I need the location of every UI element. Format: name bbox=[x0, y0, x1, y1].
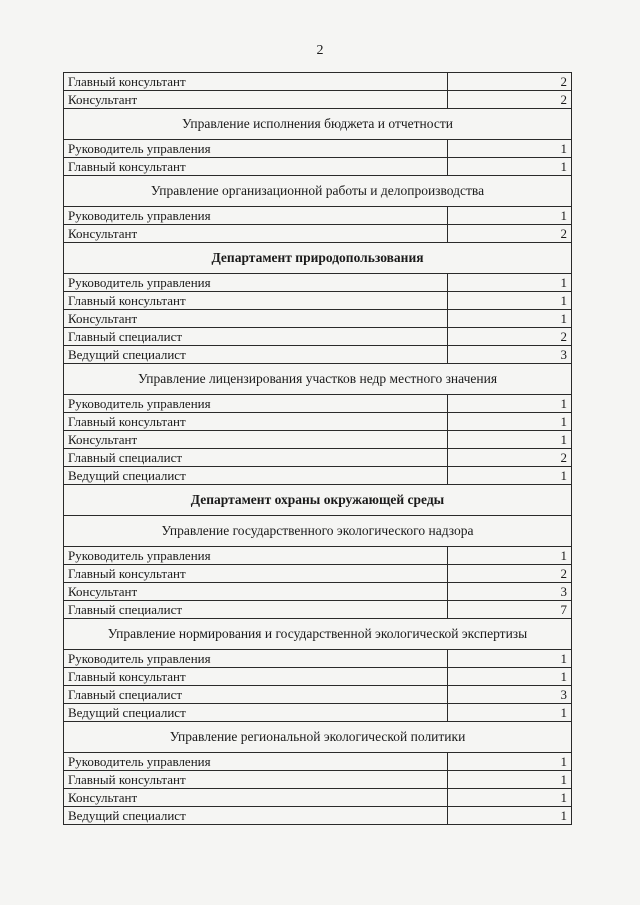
count-cell: 1 bbox=[448, 789, 572, 807]
position-cell: Главный специалист bbox=[64, 601, 448, 619]
position-cell: Главный консультант bbox=[64, 73, 448, 91]
position-cell: Руководитель управления bbox=[64, 207, 448, 225]
division-title: Управление исполнения бюджета и отчетности bbox=[64, 109, 572, 140]
division-header-row bbox=[64, 364, 572, 395]
count-cell: 1 bbox=[448, 467, 572, 485]
table-row bbox=[64, 274, 572, 292]
table-row bbox=[64, 601, 572, 619]
position-cell: Консультант bbox=[64, 431, 448, 449]
count-cell: 1 bbox=[448, 807, 572, 825]
division-title: Управление нормирования и государственной экологической экспертизы bbox=[64, 619, 572, 650]
position-cell: Консультант bbox=[64, 91, 448, 109]
count-cell: 1 bbox=[448, 753, 572, 771]
count-cell: 1 bbox=[448, 310, 572, 328]
position-cell: Главный специалист bbox=[64, 686, 448, 704]
table-row bbox=[64, 346, 572, 364]
table-row bbox=[64, 668, 572, 686]
position-cell: Руководитель управления bbox=[64, 650, 448, 668]
position-cell: Ведущий специалист bbox=[64, 704, 448, 722]
table-row bbox=[64, 158, 572, 176]
count-cell: 1 bbox=[448, 207, 572, 225]
count-cell: 1 bbox=[448, 668, 572, 686]
position-cell: Руководитель управления bbox=[64, 395, 448, 413]
count-cell: 1 bbox=[448, 431, 572, 449]
count-cell: 2 bbox=[448, 449, 572, 467]
position-cell: Главный специалист bbox=[64, 328, 448, 346]
position-cell: Руководитель управления bbox=[64, 753, 448, 771]
position-cell: Консультант bbox=[64, 310, 448, 328]
table-row bbox=[64, 207, 572, 225]
division-header-row bbox=[64, 176, 572, 207]
position-cell: Ведущий специалист bbox=[64, 467, 448, 485]
count-cell: 2 bbox=[448, 73, 572, 91]
department-header-row bbox=[64, 243, 572, 274]
division-header-row bbox=[64, 516, 572, 547]
count-cell: 1 bbox=[448, 158, 572, 176]
count-cell: 1 bbox=[448, 413, 572, 431]
count-cell: 3 bbox=[448, 583, 572, 601]
position-cell: Главный консультант bbox=[64, 413, 448, 431]
table-row bbox=[64, 225, 572, 243]
table-row bbox=[64, 140, 572, 158]
count-cell: 1 bbox=[448, 292, 572, 310]
count-cell: 1 bbox=[448, 140, 572, 158]
position-cell: Ведущий специалист bbox=[64, 346, 448, 364]
count-cell: 3 bbox=[448, 346, 572, 364]
table-row bbox=[64, 704, 572, 722]
table-row bbox=[64, 292, 572, 310]
position-cell: Главный консультант bbox=[64, 158, 448, 176]
position-cell: Главный специалист bbox=[64, 449, 448, 467]
position-cell: Консультант bbox=[64, 789, 448, 807]
table-row bbox=[64, 753, 572, 771]
count-cell: 2 bbox=[448, 91, 572, 109]
position-cell: Главный консультант bbox=[64, 668, 448, 686]
table-row bbox=[64, 583, 572, 601]
table-row bbox=[64, 413, 572, 431]
position-cell: Главный консультант bbox=[64, 771, 448, 789]
table-row bbox=[64, 789, 572, 807]
table-row bbox=[64, 807, 572, 825]
position-cell: Ведущий специалист bbox=[64, 807, 448, 825]
table-row bbox=[64, 650, 572, 668]
page-number: 2 bbox=[316, 43, 324, 58]
division-header-row bbox=[64, 109, 572, 140]
department-title: Департамент охраны окружающей среды bbox=[64, 485, 572, 516]
table-row bbox=[64, 395, 572, 413]
position-cell: Главный консультант bbox=[64, 292, 448, 310]
table-row bbox=[64, 91, 572, 109]
count-cell: 1 bbox=[448, 395, 572, 413]
division-title: Управление региональной экологической политики bbox=[64, 722, 572, 753]
division-title: Управление государственного экологического надзора bbox=[64, 516, 572, 547]
count-cell: 1 bbox=[448, 547, 572, 565]
count-cell: 2 bbox=[448, 225, 572, 243]
department-header-row bbox=[64, 485, 572, 516]
table-row bbox=[64, 449, 572, 467]
position-cell: Руководитель управления bbox=[64, 547, 448, 565]
department-title: Департамент природопользования bbox=[64, 243, 572, 274]
count-cell: 1 bbox=[448, 650, 572, 668]
position-cell: Руководитель управления bbox=[64, 140, 448, 158]
staffing-table-body bbox=[64, 73, 572, 825]
count-cell: 7 bbox=[448, 601, 572, 619]
table-row bbox=[64, 565, 572, 583]
table-row bbox=[64, 328, 572, 346]
division-title: Управление организационной работы и делопроизводства bbox=[64, 176, 572, 207]
staffing-table bbox=[63, 72, 572, 825]
table-row bbox=[64, 771, 572, 789]
count-cell: 1 bbox=[448, 771, 572, 789]
table-row bbox=[64, 467, 572, 485]
count-cell: 1 bbox=[448, 704, 572, 722]
table-row bbox=[64, 431, 572, 449]
table-row bbox=[64, 73, 572, 91]
count-cell: 1 bbox=[448, 274, 572, 292]
count-cell: 2 bbox=[448, 328, 572, 346]
division-header-row bbox=[64, 619, 572, 650]
position-cell: Консультант bbox=[64, 225, 448, 243]
position-cell: Руководитель управления bbox=[64, 274, 448, 292]
position-cell: Консультант bbox=[64, 583, 448, 601]
table-row bbox=[64, 310, 572, 328]
division-title: Управление лицензирования участков недр местного значения bbox=[64, 364, 572, 395]
position-cell: Главный консультант bbox=[64, 565, 448, 583]
division-header-row bbox=[64, 722, 572, 753]
table-row bbox=[64, 686, 572, 704]
table-row bbox=[64, 547, 572, 565]
count-cell: 2 bbox=[448, 565, 572, 583]
count-cell: 3 bbox=[448, 686, 572, 704]
